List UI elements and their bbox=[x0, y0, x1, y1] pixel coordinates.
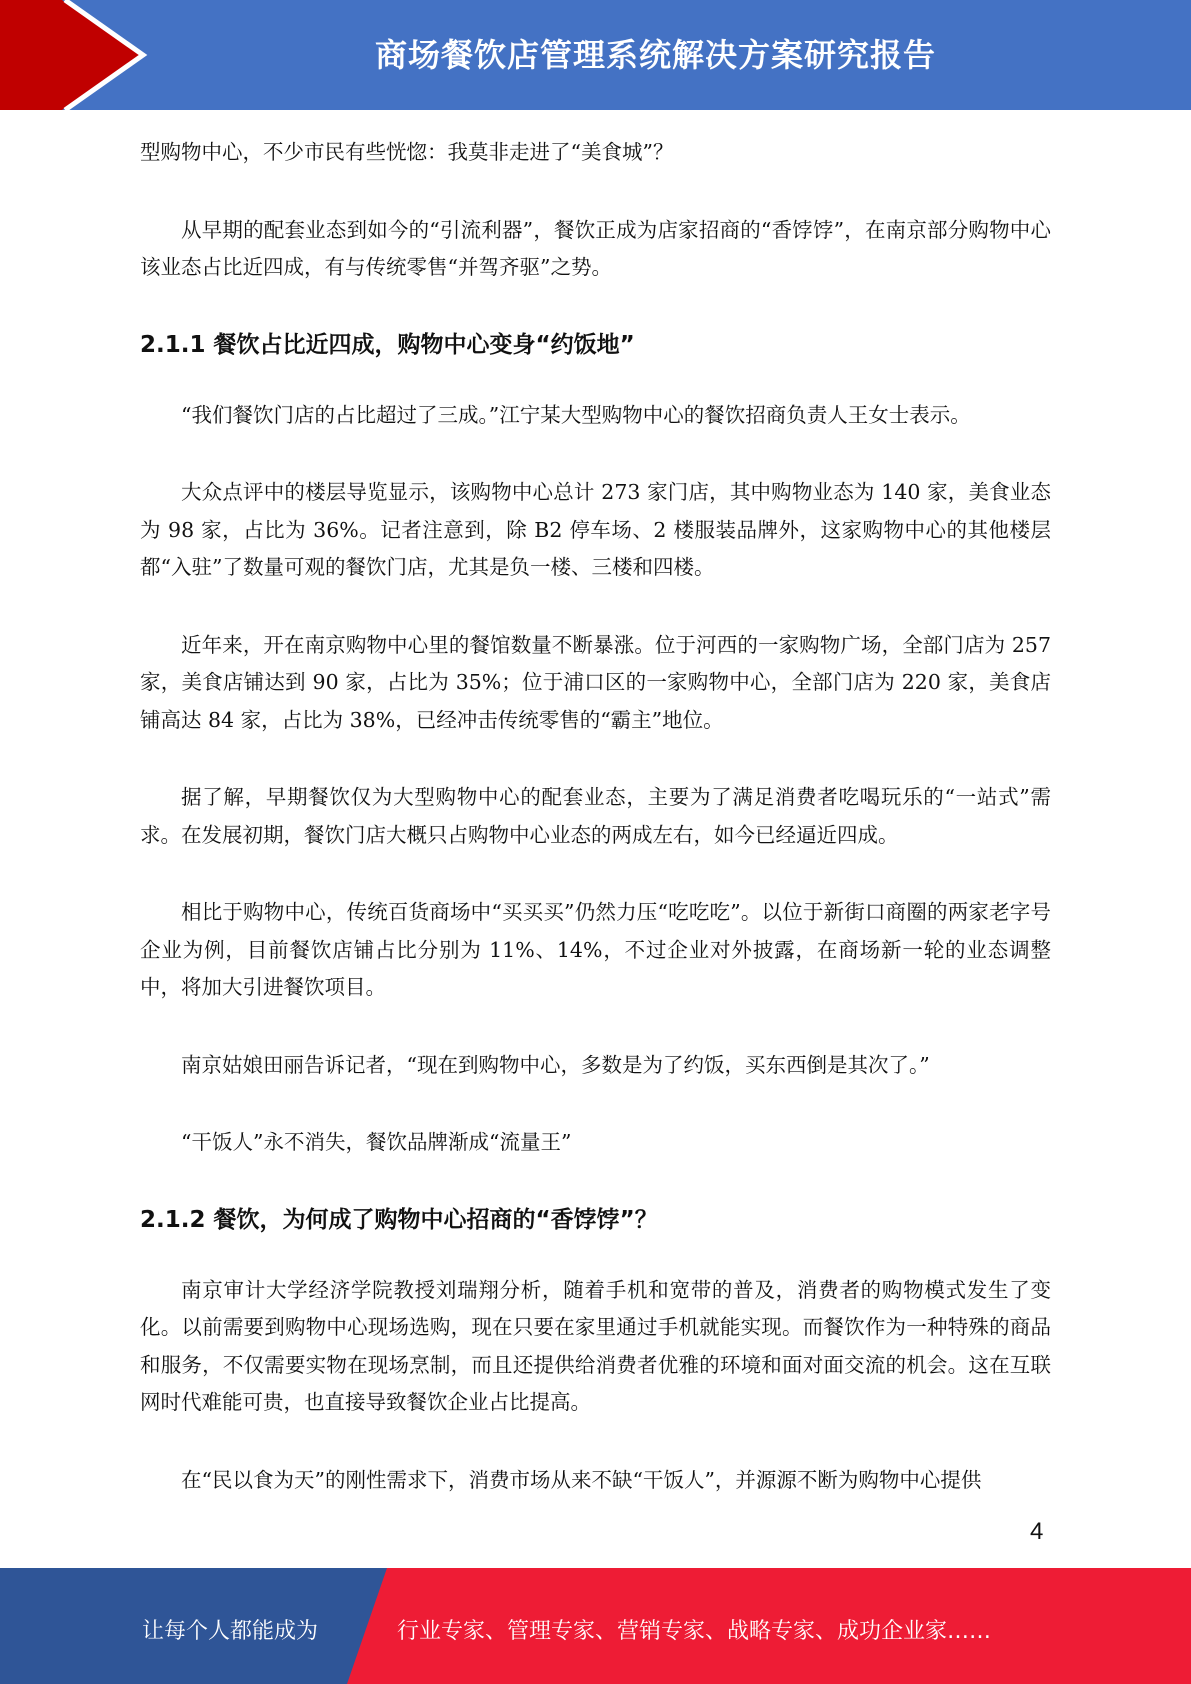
paragraph: 大众点评中的楼层导览显示，该购物中心总计 273 家门店，其中购物业态为 140 家，美食业态为 98 家，占比为 36%。记者注意到，除 B2 停车场、2 楼服装品牌外，这家购物中心的其他楼层都“入驻”了数量可观的餐饮门店，尤其是负一楼、三楼和四楼。 bbox=[140, 480, 1051, 579]
paragraph: 相比于购物中心，传统百货商场中“买买买”仍然力压“吃吃吃”。以位于新街口商圈的两家老字号企业为例，目前餐饮店铺占比分别为 11%、14%，不过企业对外披露，在商场新一轮的业态调整中，将加大引进餐饮项目。 bbox=[140, 900, 1051, 999]
section-heading: 2.1.1 餐饮占比近四成，购物中心变身“约饭地” bbox=[140, 331, 635, 358]
paragraph: “干饭人”永不消失，餐饮品牌渐成“流量王” bbox=[181, 1130, 572, 1154]
paragraph: 南京姑娘田丽告诉记者，“现在到购物中心，多数是为了约饭，买东西倒是其次了。” bbox=[181, 1052, 930, 1077]
paragraph: 从早期的配套业态到如今的“引流利器”，餐饮正成为店家招商的“香饽饽”，在南京部分购物中心该业态占比近四成，有与传统零售“并驾齐驱”之势。 bbox=[140, 217, 1051, 279]
page-header bbox=[0, 0, 1191, 110]
footer-slogan-left: 让每个人都能成为 bbox=[142, 1619, 319, 1644]
paragraph: 型购物中心，不少市民有些恍惚：我莫非走进了“美食城”？ bbox=[140, 140, 674, 164]
paragraph: 在“民以食为天”的刚性需求下，消费市场从来不缺“干饭人”，并源源不断为购物中心提供 bbox=[181, 1467, 982, 1492]
footer-slogan-right: 行业专家、管理专家、营销专家、战略专家、成功企业家…… bbox=[397, 1619, 992, 1644]
section-heading: 2.1.2 餐饮，为何成了购物中心招商的“香饽饽”？ bbox=[140, 1206, 658, 1233]
page-footer bbox=[0, 1568, 1191, 1684]
paragraph: 据了解，早期餐饮仅为大型购物中心的配套业态，主要为了满足消费者吃喝玩乐的“一站式”需求。在发展初期，餐饮门店大概只占购物中心业态的两成左右，如今已经逼近四成。 bbox=[140, 785, 1051, 847]
page-number: 4 bbox=[1030, 1518, 1044, 1545]
report-title: 商场餐饮店管理系统解决方案研究报告 bbox=[374, 36, 936, 74]
paragraph: “我们餐饮门店的占比超过了三成。”江宁某大型购物中心的餐饮招商负责人王女士表示。 bbox=[181, 402, 971, 427]
document-body bbox=[140, 134, 1051, 1539]
paragraph: 南京审计大学经济学院教授刘瑞翔分析，随着手机和宽带的普及，消费者的购物模式发生了变化。以前需要到购物中心现场选购，现在只要在家里通过手机就能实现。而餐饮作为一种特殊的商品和服务，不仅需要实物在现场烹制，而且还提供给消费者优雅的环境和面对面交流的机会。这在互联网时代难能可贵，也直接导致餐饮企业占比提高。 bbox=[140, 1277, 1051, 1414]
paragraph: 近年来，开在南京购物中心里的餐馆数量不断暴涨。位于河西的一家购物广场，全部门店为 257 家，美食店铺达到 90 家，占比为 35%；位于浦口区的一家购物中心，全部门店为 220 家，美食店铺高达 84 家，占比为 38%，已经冲击传统零售的“霸主”地位。 bbox=[140, 632, 1051, 732]
